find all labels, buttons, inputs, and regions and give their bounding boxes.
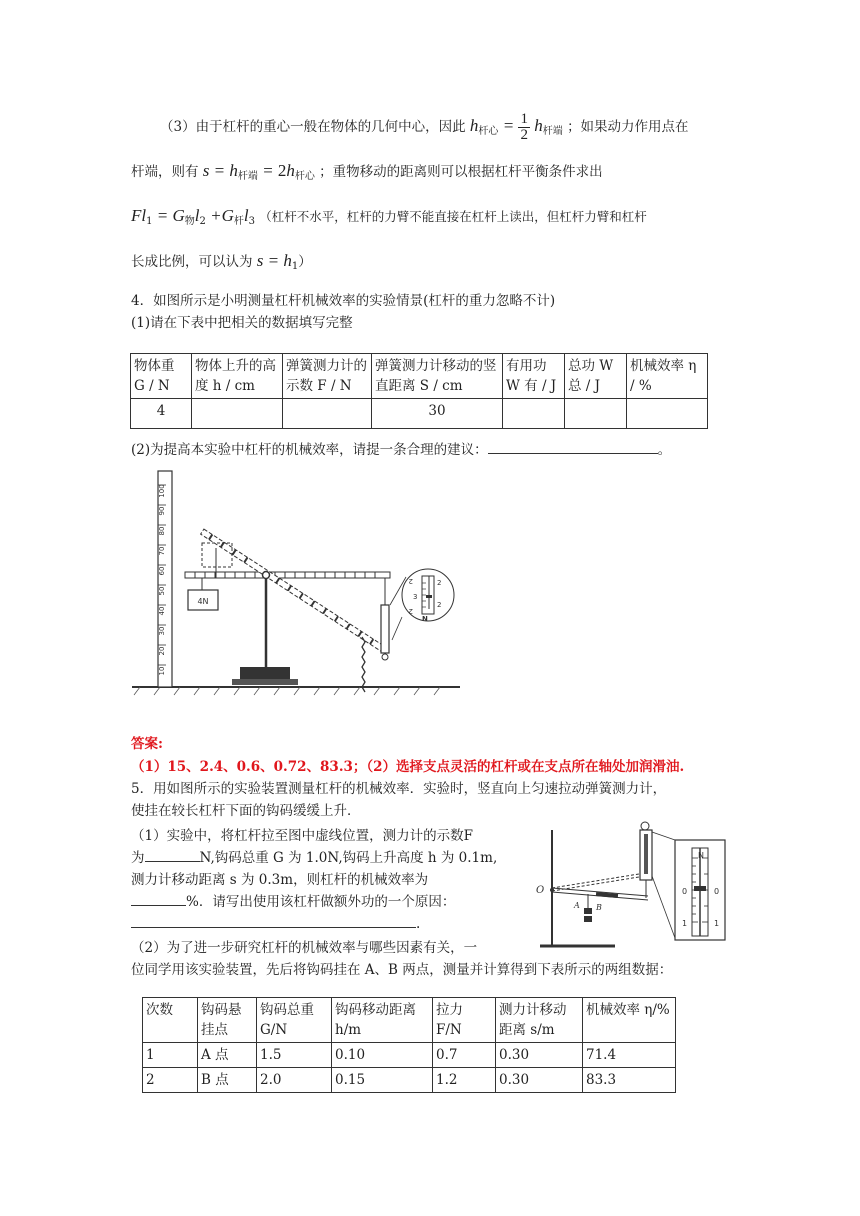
q3-text: （3）由于杠杆的重心一般在物体的几何中心，因此 xyxy=(160,119,466,135)
svg-text:A: A xyxy=(574,901,580,910)
table-header-cell: 物体上升的高度 h / cm xyxy=(192,354,283,399)
q3-text: 长成比例，可以认为 xyxy=(131,254,253,270)
svg-text:20: 20 xyxy=(158,646,166,656)
q5-p1-d: %．请写出使用该杠杆做额外功的一个原因： xyxy=(131,891,531,913)
lever-experiment-figure xyxy=(130,465,475,720)
table-header-cell: 钩码移动距离 h/m xyxy=(332,998,433,1043)
answer-text: （1）15、2.4、0.6、0.72、83.3；（2）选择支点灵活的杠杆或在支点所在轴处加润滑油. xyxy=(131,759,685,775)
q4-sub2 xyxy=(131,439,751,461)
table-header-cell: 拉力 F/N xyxy=(433,998,496,1043)
table-cell xyxy=(503,399,565,429)
spring-scale-icon xyxy=(381,605,389,653)
svg-text:50: 50 xyxy=(158,586,166,596)
q3-line-4 xyxy=(131,250,731,278)
table-row xyxy=(143,1043,676,1068)
math-h-end: $h_{杆端}$ xyxy=(534,116,563,137)
svg-text:3: 3 xyxy=(413,593,418,601)
math-balance-formula: $Fl_1 = G_物l_2 +G_杆l_3$ xyxy=(131,206,255,227)
table-header-cell: 次数 xyxy=(143,998,198,1043)
stand-base-icon xyxy=(240,667,290,681)
table-cell xyxy=(192,399,283,429)
table-header-cell: 机械效率 η/% xyxy=(583,998,676,1043)
svg-text:N: N xyxy=(422,615,428,623)
q3-text: ） xyxy=(298,254,312,270)
svg-text:100: 100 xyxy=(158,484,166,498)
q3-text: ；重物移动的距离则可以根据杠杆平衡条件求出 xyxy=(319,164,603,180)
table-header-cell: 钩码悬挂点 xyxy=(198,998,257,1043)
q4-sub2-end: 。 xyxy=(657,442,672,458)
math-h-center: $h_{杆心}$ xyxy=(469,116,499,137)
svg-text:2: 2 xyxy=(437,579,442,587)
table-header-cell: 物体重 G / N xyxy=(131,354,192,399)
table-cell: 0.30 xyxy=(496,1043,583,1068)
pivot-icon xyxy=(550,888,554,892)
fraction-half: $\frac{1}{2}$ xyxy=(520,111,528,143)
answer-blank xyxy=(131,927,416,928)
svg-text:O: O xyxy=(536,885,545,896)
q5-p1-a: （1）实验中，将杠杆拉至图中虚线位置，测力计的示数F xyxy=(131,828,473,844)
svg-text:1: 1 xyxy=(714,919,720,928)
table-header-cell: 弹簧测力计移动的竖直距离 S / cm xyxy=(372,354,503,399)
svg-text:2: 2 xyxy=(437,601,442,609)
svg-text:0: 0 xyxy=(682,887,688,896)
lever-stand-figure xyxy=(530,818,730,953)
table-cell: 30 xyxy=(372,399,503,429)
table-cell xyxy=(627,399,708,429)
svg-text:40: 40 xyxy=(158,606,166,616)
weight-icon xyxy=(584,908,592,914)
svg-text:0: 0 xyxy=(714,887,720,896)
svg-text:70: 70 xyxy=(158,546,166,556)
svg-text:1: 1 xyxy=(682,919,688,928)
q5-data-table xyxy=(142,997,676,1093)
q5-p1-c: 测力计移动距离 s 为 0.3m，则杠杆的机械效率为 xyxy=(131,872,429,888)
q4-sub1: (1)请在下表中把相关的数据填写完整 xyxy=(131,315,353,331)
math-s-h1: $s = h_1$ xyxy=(256,251,299,272)
hook-chain-icon xyxy=(362,637,365,692)
q3-text: 杆端，则有 xyxy=(131,164,199,180)
q3-line-3 xyxy=(131,205,751,233)
math-s-eq: $s = h_{杆端} = 2h_{杆心}$ xyxy=(202,161,315,182)
answer-blank xyxy=(145,861,200,862)
q5-p2-b: 位同学用该实验装置，先后将钩码挂在 A、B 两点，测量并计算得到下表所示的两组数据： xyxy=(131,962,673,978)
svg-text:N: N xyxy=(698,851,704,860)
table-header-cell: 机械效率 η / % xyxy=(627,354,708,399)
q3-text: ；如果动力作用点在 xyxy=(567,119,689,135)
q5-title-2: 使挂在较长杠杆下面的钩码缓缓上升． xyxy=(131,803,361,819)
svg-text:60: 60 xyxy=(158,566,166,576)
table-header-row xyxy=(131,354,708,399)
table-header-cell: 有用功 W 有 / J xyxy=(503,354,565,399)
q4-sub2-text: (2)为提高本实验中杠杆的机械效率，请提一条合理的建议： xyxy=(131,442,488,458)
svg-text:30: 30 xyxy=(158,626,166,636)
table-cell: 1 xyxy=(143,1043,198,1068)
table-cell xyxy=(283,399,372,429)
answer-blank xyxy=(131,905,186,906)
table-cell: 71.4 xyxy=(583,1043,676,1068)
q3-line-2 xyxy=(131,160,731,188)
table-header-row xyxy=(143,998,676,1043)
math-eq: = xyxy=(502,116,515,135)
table-row xyxy=(131,399,708,429)
pivot-icon xyxy=(263,572,270,579)
table-cell: 2.0 xyxy=(257,1068,332,1093)
svg-text:80: 80 xyxy=(158,526,166,536)
table-header-cell: 弹簧测力计的示数 F / N xyxy=(283,354,372,399)
svg-text:90: 90 xyxy=(158,506,166,516)
svg-text:10: 10 xyxy=(158,666,166,676)
table-cell: 1.5 xyxy=(257,1043,332,1068)
table-cell: 1.2 xyxy=(433,1068,496,1093)
q3-text: （杠杆不水平，杠杆的力臂不能直接在杠杆上读出，但杠杆力臂和杠杆 xyxy=(259,209,647,224)
q5-p2-a: （2）为了进一步研究杠杆的机械效率与哪些因素有关，一 xyxy=(131,940,478,956)
table-cell: 0.30 xyxy=(496,1068,583,1093)
weight-label: 4N xyxy=(197,597,209,606)
table-cell: B 点 xyxy=(198,1068,257,1093)
q3-line-1 xyxy=(160,112,760,143)
svg-text:2: 2 xyxy=(408,607,413,615)
tilted-lever-icon xyxy=(201,529,389,654)
answer-blank xyxy=(488,453,658,454)
svg-text:2: 2 xyxy=(408,577,413,585)
q5-p1-b: 为 N,钩码总重 G 为 1.0N,钩码上升高度 h 为 0.1m, xyxy=(131,850,498,866)
lever-bar-icon xyxy=(552,888,648,900)
answer-label: 答案: xyxy=(131,736,163,752)
table-header-cell: 钩码总重 G/N xyxy=(257,998,332,1043)
table-cell: A 点 xyxy=(198,1043,257,1068)
table-cell: 0.10 xyxy=(332,1043,433,1068)
q4-data-table xyxy=(130,353,708,429)
q4-title: 4．如图所示是小明测量杠杆机械效率的实验情景(杠杆的重力忽略不计) xyxy=(131,293,556,309)
table-row xyxy=(143,1068,676,1093)
table-cell: 0.7 xyxy=(433,1043,496,1068)
table-cell xyxy=(565,399,627,429)
svg-text:B: B xyxy=(596,903,602,912)
table-cell: 2 xyxy=(143,1068,198,1093)
q5-title: 5．用如图所示的实验装置测量杠杆的机械效率．实验时，竖直向上匀速拉动弹簧测力计， xyxy=(131,781,667,797)
table-header-cell: 测力计移动距离 s/m xyxy=(496,998,583,1043)
table-cell: 4 xyxy=(131,399,192,429)
table-cell: 0.15 xyxy=(332,1068,433,1093)
table-cell: 83.3 xyxy=(583,1068,676,1093)
table-header-cell: 总功 W 总 / J xyxy=(565,354,627,399)
q5-p1-e: . xyxy=(131,913,531,935)
